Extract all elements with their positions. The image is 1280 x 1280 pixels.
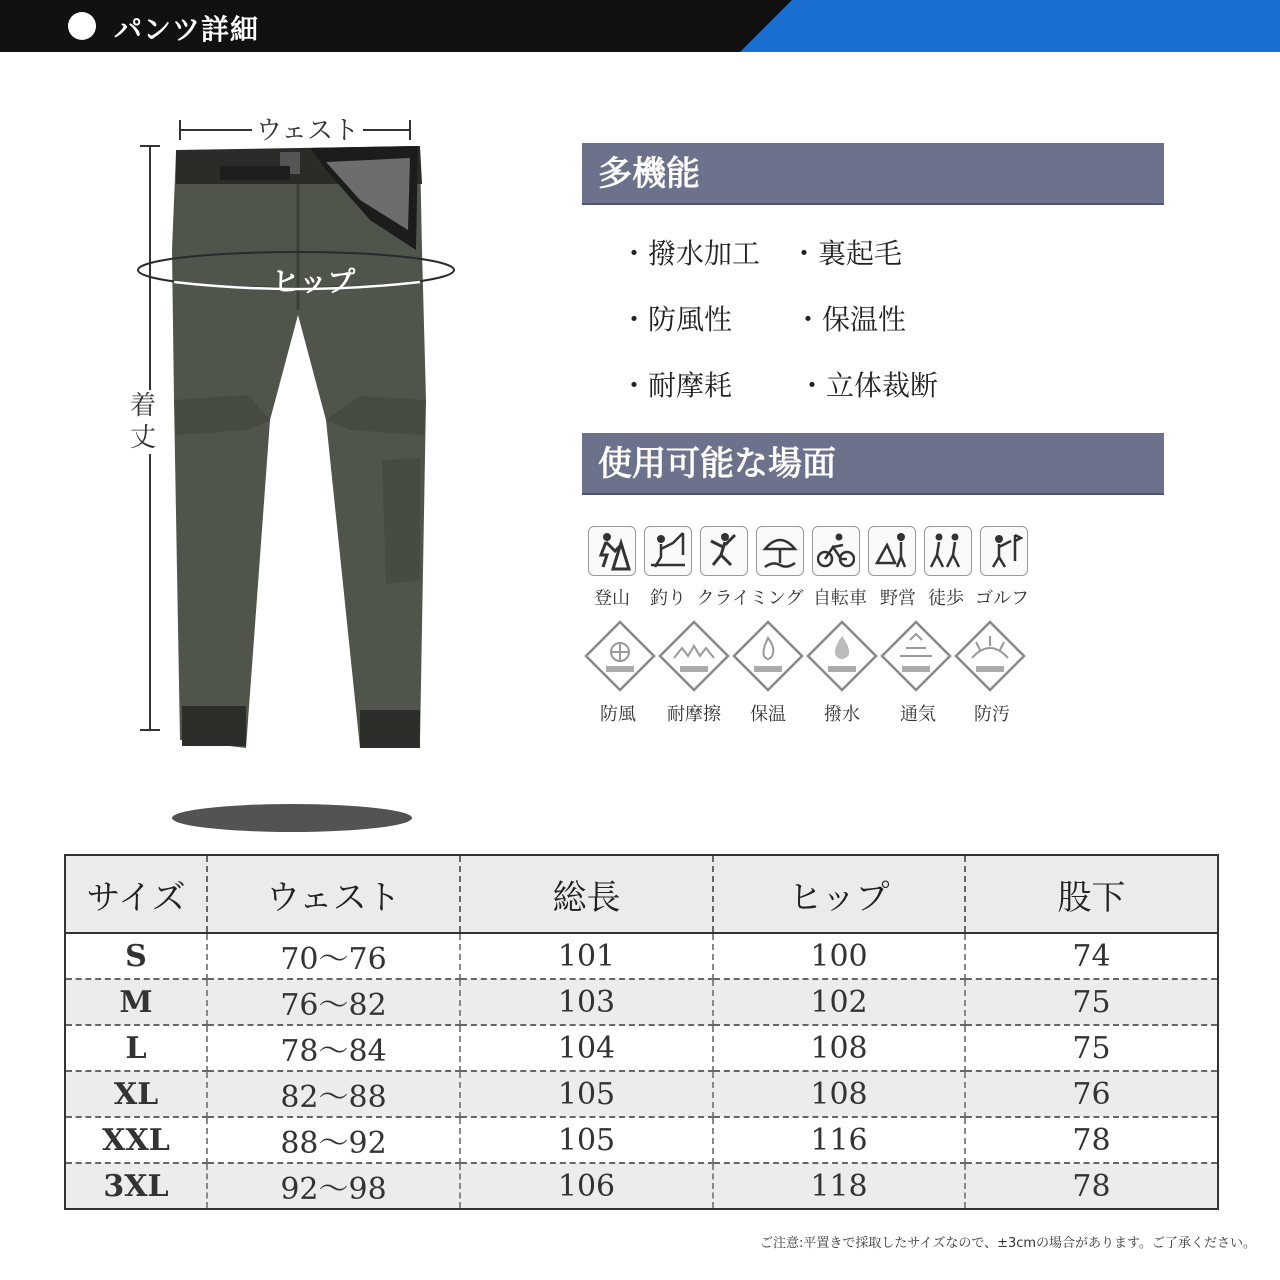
activity-icons	[588, 526, 1038, 616]
table-cell: 76～82	[207, 979, 460, 1025]
climbing-icon	[700, 526, 748, 576]
warmth-icon	[732, 620, 804, 692]
activity-label: 野営	[880, 588, 916, 609]
table-row	[65, 1025, 1218, 1071]
table-row	[65, 979, 1218, 1025]
table-cell: 75	[965, 1025, 1218, 1071]
activity-label: クライミング	[696, 588, 804, 609]
size-note: ご注意:平置きで採取したサイズなので、±3cmの場合があります。ご了承ください。	[759, 1236, 1256, 1251]
table-header-row	[65, 855, 1218, 933]
table-cell: 76	[965, 1071, 1218, 1117]
section-title-multifunction: 多機能	[582, 143, 1164, 205]
table-cell: 100	[713, 933, 965, 979]
table-cell: 108	[713, 1071, 965, 1117]
camping-icon	[868, 526, 916, 576]
table-cell: 88～92	[207, 1117, 460, 1163]
feature-item: ・立体裁断	[798, 369, 939, 402]
table-cell: 78	[965, 1117, 1218, 1163]
water-repellent-icon	[806, 620, 878, 692]
table-cell: 105	[460, 1117, 713, 1163]
table-cell: 108	[713, 1025, 965, 1071]
breathable-icon	[880, 620, 952, 692]
table-cell: 75	[965, 979, 1218, 1025]
table-cell: 78	[965, 1163, 1218, 1209]
windproof-icon	[584, 620, 656, 692]
table-cell: 116	[713, 1117, 965, 1163]
table-cell: 106	[460, 1163, 713, 1209]
badge-label: 撥水	[824, 704, 860, 725]
fishing-icon	[644, 526, 692, 576]
table-cell: M	[65, 979, 207, 1025]
table-cell: 101	[460, 933, 713, 979]
bicycle-icon	[812, 526, 860, 576]
pants-illustration	[120, 100, 490, 840]
size-table	[64, 854, 1219, 1210]
section-title-usage-scenes: 使用可能な場面	[582, 433, 1164, 495]
feature-item: ・保温性	[794, 303, 907, 336]
waist-label: ウェスト	[252, 110, 363, 147]
table-row	[65, 1117, 1218, 1163]
column-header-waist: ウェスト	[207, 855, 460, 933]
table-cell: XL	[65, 1071, 207, 1117]
table-cell: S	[65, 933, 207, 979]
pants-figure	[120, 100, 490, 840]
table-row	[65, 933, 1218, 979]
table-row	[65, 1163, 1218, 1209]
activity-label: 自転車	[813, 588, 867, 609]
badge-label: 防風	[600, 704, 636, 725]
badge-label: 耐摩擦	[667, 704, 721, 725]
badge-label: 防汚	[974, 704, 1010, 725]
table-cell: XXL	[65, 1117, 207, 1163]
stain-resistant-icon	[954, 620, 1026, 692]
table-cell: L	[65, 1025, 207, 1071]
hiking-icon	[924, 526, 972, 576]
column-header-length: 総長	[460, 855, 713, 933]
table-cell: 74	[965, 933, 1218, 979]
feature-item: ・防風性	[620, 303, 733, 336]
column-header-hip: ヒップ	[713, 855, 965, 933]
golf-icon	[980, 526, 1028, 576]
badge-label: 保温	[750, 704, 786, 725]
activity-label: 釣り	[650, 588, 686, 609]
activity-label: 登山	[594, 588, 630, 609]
mountain-climbing-icon	[588, 526, 636, 576]
hip-label: ヒップ	[272, 265, 356, 298]
header-title: パンツ詳細	[114, 13, 260, 46]
column-header-size: サイズ	[65, 855, 207, 933]
activity-label: ゴルフ	[975, 588, 1029, 609]
length-label-char-1: 着	[129, 391, 156, 421]
table-cell: 70～76	[207, 933, 460, 979]
length-label-char-2: 丈	[129, 423, 156, 453]
table-cell: 3XL	[65, 1163, 207, 1209]
feature-item: ・裏起毛	[790, 237, 903, 270]
table-cell: 104	[460, 1025, 713, 1071]
badge-label: 通気	[900, 704, 936, 725]
table-cell: 82～88	[207, 1071, 460, 1117]
function-badges	[584, 620, 1044, 730]
length-label	[128, 390, 158, 454]
abrasion-icon	[658, 620, 730, 692]
beach-umbrella-icon	[756, 526, 804, 576]
table-cell: 103	[460, 979, 713, 1025]
table-row	[65, 1071, 1218, 1117]
table-cell: 92～98	[207, 1163, 460, 1209]
header-band	[0, 0, 1280, 52]
feature-item: ・撥水加工	[620, 237, 761, 270]
table-cell: 105	[460, 1071, 713, 1117]
table-cell: 102	[713, 979, 965, 1025]
activity-label: 徒歩	[928, 588, 964, 609]
feature-item: ・耐摩耗	[620, 369, 733, 402]
table-cell: 78～84	[207, 1025, 460, 1071]
table-cell: 118	[713, 1163, 965, 1209]
column-header-inseam: 股下	[965, 855, 1218, 933]
header-bullet-icon	[68, 12, 96, 40]
